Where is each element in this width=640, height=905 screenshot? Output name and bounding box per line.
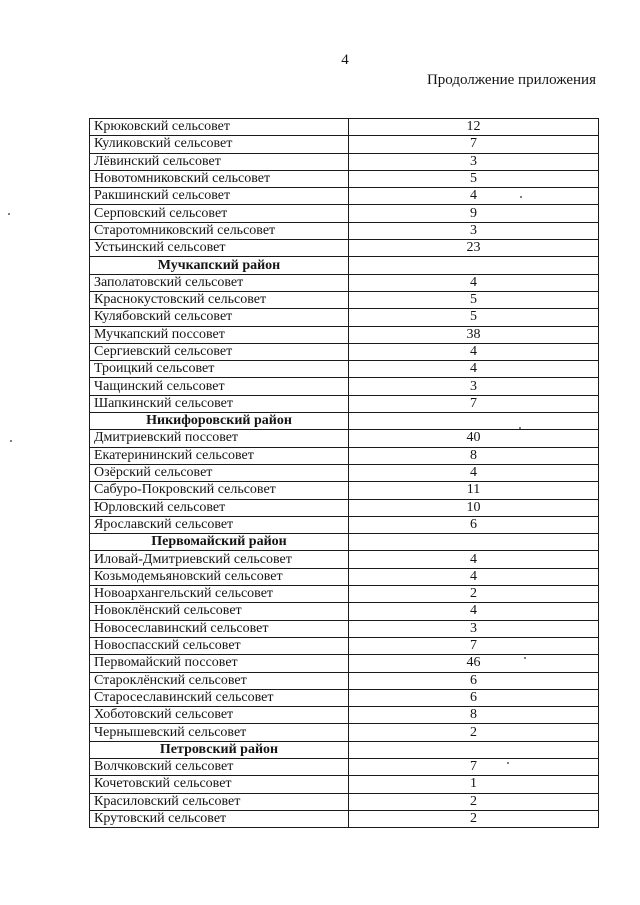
table-row [90, 568, 599, 585]
settlement-name: Юрловский сельсовет [90, 499, 349, 516]
table-row [90, 119, 599, 136]
settlement-count: 4 [349, 603, 599, 620]
settlement-count: 4 [349, 343, 599, 360]
settlement-count: 8 [349, 447, 599, 464]
settlement-count: 1 [349, 776, 599, 793]
settlement-name: Озёрский сельсовет [90, 464, 349, 481]
table-row [90, 153, 599, 170]
settlement-count [349, 413, 599, 430]
table-row [90, 758, 599, 775]
table-row [90, 810, 599, 827]
settlement-count: 2 [349, 793, 599, 810]
table-row [90, 309, 599, 326]
settlement-name: Лёвинский сельсовет [90, 153, 349, 170]
table-row [90, 620, 599, 637]
settlement-count: 6 [349, 516, 599, 533]
table-row [90, 430, 599, 447]
settlement-count: 40 [349, 430, 599, 447]
table-row [90, 499, 599, 516]
settlement-count: 2 [349, 586, 599, 603]
settlement-count [349, 257, 599, 274]
table-row [90, 482, 599, 499]
settlement-name: Устьинский сельсовет [90, 240, 349, 257]
settlement-count: 3 [349, 153, 599, 170]
settlement-name: Серповский сельсовет [90, 205, 349, 222]
table-row [90, 188, 599, 205]
settlement-count: 4 [349, 568, 599, 585]
settlement-name: Шапкинский сельсовет [90, 395, 349, 412]
settlement-name: Крутовский сельсовет [90, 810, 349, 827]
settlement-name: Крюковский сельсовет [90, 119, 349, 136]
settlement-count: 3 [349, 378, 599, 395]
settlement-name: Заполатовский сельсовет [90, 274, 349, 291]
settlement-count: 5 [349, 309, 599, 326]
settlement-name: Иловай-Дмитриевский сельсовет [90, 551, 349, 568]
settlement-name: Новоспасский сельсовет [90, 637, 349, 654]
settlement-name: Ярославский сельсовет [90, 516, 349, 533]
table-row [90, 689, 599, 706]
settlement-name: Новоклёнский сельсовет [90, 603, 349, 620]
settlement-name: Сабуро-Покровский сельсовет [90, 482, 349, 499]
table-row [90, 395, 599, 412]
district-name: Первомайский район [90, 534, 349, 551]
table-row [90, 274, 599, 291]
settlement-count: 12 [349, 119, 599, 136]
table-row [90, 672, 599, 689]
scan-speck [10, 440, 12, 442]
settlements-table [89, 118, 599, 828]
settlement-name: Хоботовский сельсовет [90, 707, 349, 724]
settlement-count: 7 [349, 637, 599, 654]
settlement-count: 7 [349, 758, 599, 775]
settlement-name: Куликовский сельсовет [90, 136, 349, 153]
table-row [90, 326, 599, 343]
table-row [90, 776, 599, 793]
settlement-count: 23 [349, 240, 599, 257]
settlement-count: 7 [349, 395, 599, 412]
settlement-name: Старосеславинский сельсовет [90, 689, 349, 706]
district-name: Мучкапский район [90, 257, 349, 274]
scan-speck [520, 196, 522, 198]
table-row [90, 291, 599, 308]
settlement-count: 2 [349, 724, 599, 741]
settlements-table-body [90, 119, 599, 828]
settlement-name: Ракшинский сельсовет [90, 188, 349, 205]
settlement-name: Старотомниковский сельсовет [90, 222, 349, 239]
settlement-name: Новосеславинский сельсовет [90, 620, 349, 637]
table-row [90, 707, 599, 724]
table-row [90, 378, 599, 395]
settlement-name: Дмитриевский поссовет [90, 430, 349, 447]
settlement-count: 3 [349, 620, 599, 637]
table-row [90, 603, 599, 620]
table-row [90, 516, 599, 533]
settlement-name: Первомайский поссовет [90, 655, 349, 672]
settlement-count: 4 [349, 188, 599, 205]
district-header-row [90, 741, 599, 758]
table-row [90, 170, 599, 187]
settlement-name: Краснокустовский сельсовет [90, 291, 349, 308]
settlement-name: Чащинский сельсовет [90, 378, 349, 395]
table-row [90, 343, 599, 360]
table-row [90, 447, 599, 464]
table-row [90, 136, 599, 153]
scan-speck [524, 657, 526, 659]
settlement-name: Мучкапский поссовет [90, 326, 349, 343]
settlement-count: 9 [349, 205, 599, 222]
settlement-count: 6 [349, 689, 599, 706]
table-row [90, 655, 599, 672]
settlement-count: 4 [349, 551, 599, 568]
settlement-name: Екатерининский сельсовет [90, 447, 349, 464]
scan-speck [8, 213, 10, 215]
district-header-row [90, 257, 599, 274]
settlement-count: 46 [349, 655, 599, 672]
settlement-count: 5 [349, 291, 599, 308]
district-header-row [90, 534, 599, 551]
settlement-name: Сергиевский сельсовет [90, 343, 349, 360]
settlement-name: Троицкий сельсовет [90, 361, 349, 378]
settlement-count: 4 [349, 274, 599, 291]
settlement-name: Волчковский сельсовет [90, 758, 349, 775]
settlement-count: 4 [349, 464, 599, 481]
table-row [90, 205, 599, 222]
table-row [90, 724, 599, 741]
settlement-name: Староклёнский сельсовет [90, 672, 349, 689]
settlement-name: Кулябовский сельсовет [90, 309, 349, 326]
table-row [90, 793, 599, 810]
settlement-count: 2 [349, 810, 599, 827]
settlement-count: 38 [349, 326, 599, 343]
table-row [90, 464, 599, 481]
table-row [90, 637, 599, 654]
settlement-count: 10 [349, 499, 599, 516]
settlement-count: 7 [349, 136, 599, 153]
district-name: Никифоровский район [90, 413, 349, 430]
settlement-name: Новоархангельский сельсовет [90, 586, 349, 603]
settlement-count: 3 [349, 222, 599, 239]
settlement-count: 8 [349, 707, 599, 724]
table-row [90, 240, 599, 257]
table-row [90, 222, 599, 239]
appendix-continuation-title: Продолжение приложения [426, 72, 596, 88]
settlement-name: Чернышевский сельсовет [90, 724, 349, 741]
table-row [90, 361, 599, 378]
settlement-count: 5 [349, 170, 599, 187]
district-name: Петровский район [90, 741, 349, 758]
settlement-count: 11 [349, 482, 599, 499]
settlement-name: Новотомниковский сельсовет [90, 170, 349, 187]
settlement-count [349, 534, 599, 551]
scan-speck [507, 762, 509, 764]
table-row [90, 551, 599, 568]
table-row [90, 586, 599, 603]
settlement-name: Красиловский сельсовет [90, 793, 349, 810]
settlement-name: Козьмодемьяновский сельсовет [90, 568, 349, 585]
settlement-count [349, 741, 599, 758]
page-number: 4 [341, 52, 349, 68]
settlement-name: Кочетовский сельсовет [90, 776, 349, 793]
settlement-count: 4 [349, 361, 599, 378]
scan-speck [519, 427, 521, 429]
district-header-row [90, 413, 599, 430]
settlement-count: 6 [349, 672, 599, 689]
